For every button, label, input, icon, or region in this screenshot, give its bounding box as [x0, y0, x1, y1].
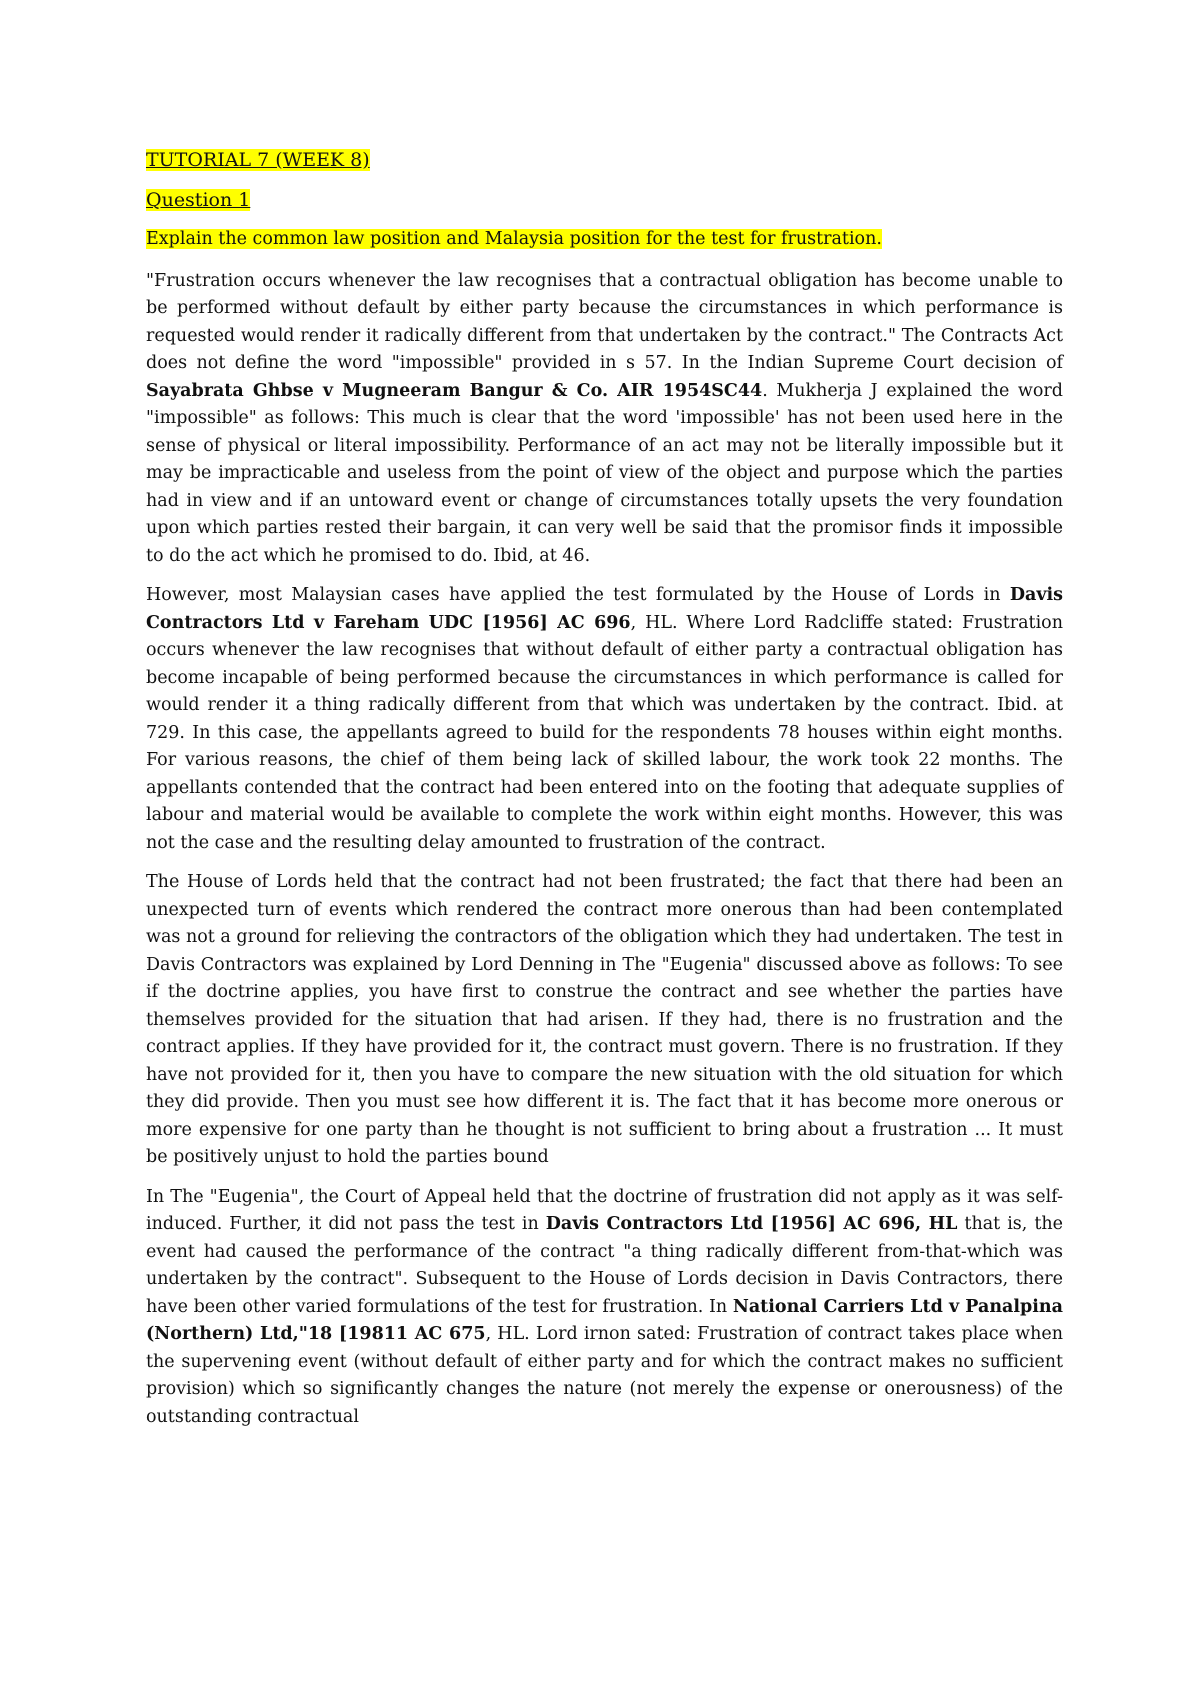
case-citation-davis-contractors-short: Davis Contractors Ltd [1956] AC 696, HL — [545, 1214, 958, 1234]
document-page — [146, 146, 1063, 1443]
case-citation-davis-contractors: Davis Contractors Ltd v Fareham UDC [1956] AC 696 — [146, 585, 1063, 633]
paragraph-4-text-c: , HL. Lord irnon sated: Frustration of contract takes place when the supervening event (without default of either party and for which the contract makes no sufficient provision) which so significantly changes the nature (not merely the expense or onerousness) of the outstanding contractual — [146, 1324, 1063, 1427]
paragraph-1-text-b: . Mukherja J explained the word "impossible" as follows: This much is clear that the word 'impossible' has not been used here in the sense of physical or literal impossibility. Performance of an act may not be literally impossible but it may be impracticable and useless from the point of view of the object and purpose which the parties had in view and if an untoward event or change of circumstances totally upsets the very foundation upon which parties rested their bargain, it can very well be said that the promisor finds it impossible to do the act which he promised to do. Ibid, at 46. — [146, 380, 1063, 566]
question-heading — [146, 186, 1063, 214]
case-citation-sayabrata: Sayabrata Ghbse v Mugneeram Bangur & Co. AIR 1954SC44 — [146, 380, 763, 401]
question-prompt — [146, 226, 1063, 254]
tutorial-title — [146, 146, 1063, 174]
paragraph-1 — [146, 268, 1063, 571]
case-citation-national-carriers: National Carriers Ltd v Panalpina (Northern) Ltd,"18 [19811 AC 675 — [146, 1296, 1063, 1344]
paragraph-4-text-b: that is, the event had caused the performance of the contract "a thing radically different from-that-which was undertaken by the contract". Subsequent to the House of Lords decision in Davis Contractors, there have been other varied formulations of the test for frustration. In — [146, 1214, 1063, 1317]
paragraph-4-text-a: In The "Eugenia", the Court of Appeal held that the doctrine of frustration did not apply as it was self-induced. Further, it did not pass the test in — [146, 1186, 1063, 1234]
tutorial-title-text: TUTORIAL 7 (WEEK 8) — [146, 149, 370, 171]
paragraph-3 — [146, 869, 1063, 1172]
paragraph-4 — [146, 1184, 1063, 1432]
question-prompt-text: Explain the common law position and Malaysia position for the test for frustration. — [146, 229, 882, 249]
paragraph-3-text: The House of Lords held that the contract had not been frustrated; the fact that there had been an unexpected turn of events which rendered the contract more onerous than had been contemplated was not a ground for relieving the contractors of the obligation which they had undertaken. The test in Davis Contractors was explained by Lord Denning in The "Eugenia" discussed above as follows: To see if the doctrine applies, you have first to construe the contract and see whether the parties have themselves provided for the situation that had arisen. If they had, there is no frustration and the contract applies. If they have provided for it, the contract must govern. There is no frustration. If they have not provided for it, then you have to compare the new situation with the old situation for which they did provide. Then you must see how different it is. The fact that it has become more onerous or more expensive for one party than he thought is not sufficient to bring about a frustration ... It must be positively unjust to hold the parties bound — [146, 872, 1063, 1167]
paragraph-2-text-a: However, most Malaysian cases have applied the test formulated by the House of Lords in — [146, 585, 1010, 605]
question-heading-text: Question 1 — [146, 189, 251, 211]
paragraph-2 — [146, 582, 1063, 857]
paragraph-2-text-b: , HL. Where Lord Radcliffe stated: Frustration occurs whenever the law recognises that without default of either party a contractual obligation has become incapable of being performed because the circumstances in which performance is called for would render it a thing radically different from that which was undertaken by the contract. Ibid. at 729. In this case, the appellants agreed to build for the respondents 78 houses within eight months. For various reasons, the chief of them being lack of skilled labour, the work took 22 months. The appellants contended that the contract had been entered into on the footing that adequate supplies of labour and material would be available to complete the work within eight months. However, this was not the case and the resulting delay amounted to frustration of the contract. — [146, 612, 1063, 853]
paragraph-1-text-a: "Frustration occurs whenever the law recognises that a contractual obligation has become unable to be performed without default by either party because the circumstances in which performance is requested would render it radically different from that undertaken by the contract." The Contracts Act does not define the word "impossible" provided in s 57. In the Indian Supreme Court decision of — [146, 270, 1063, 373]
